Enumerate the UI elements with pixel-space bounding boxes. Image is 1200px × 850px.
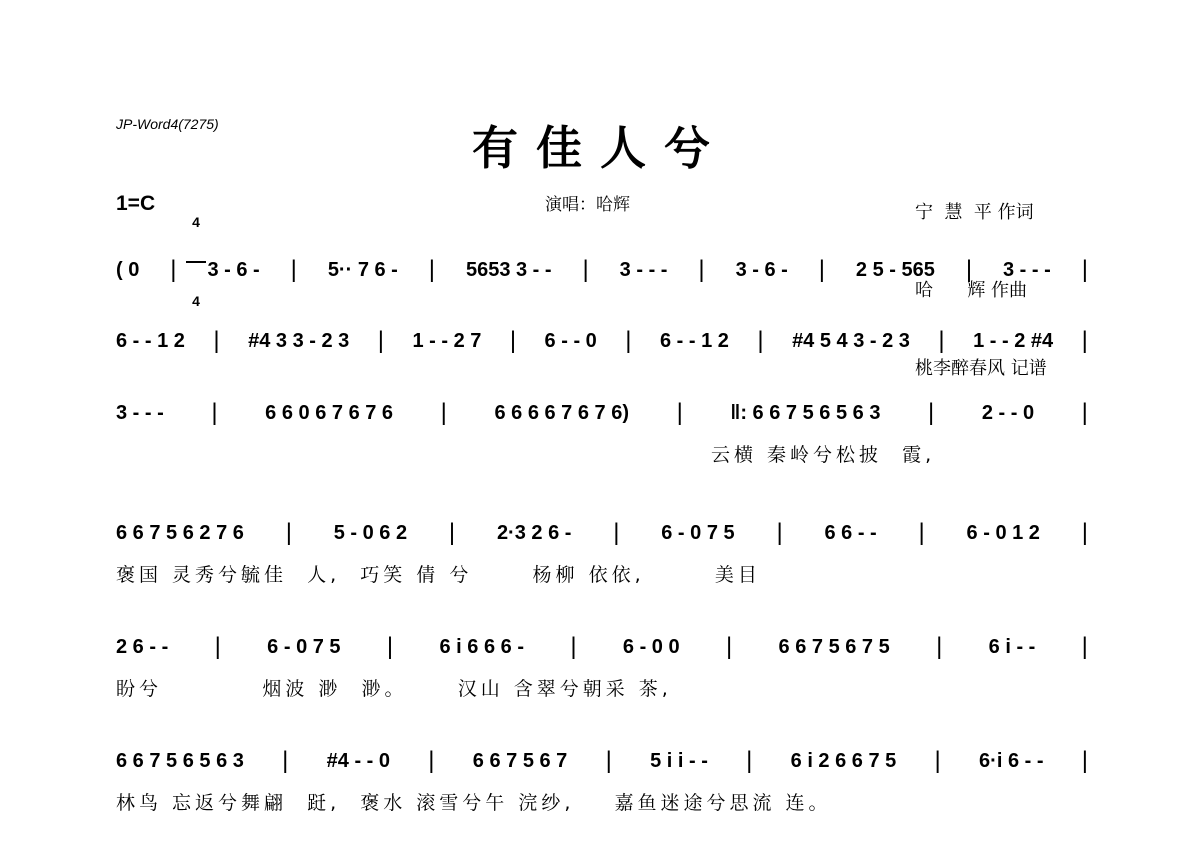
barline: | (582, 256, 589, 283)
measure: 6 6 7 5 6 7 5 (778, 635, 890, 658)
measure: #4 3 3 - 2 3 (248, 329, 350, 352)
barline: | (1081, 519, 1088, 546)
lyrics-line-3: 云横 秦岭兮松披 霞, (711, 444, 936, 466)
barline: | (676, 399, 683, 426)
barline: | (934, 747, 941, 774)
barline: | (1081, 327, 1088, 354)
time-numerator: 4 (192, 214, 200, 230)
barline: | (448, 519, 456, 546)
barline: | (211, 399, 218, 426)
barline: | (509, 327, 517, 354)
measure: 6 - 0 0 (622, 635, 680, 658)
barline: | (213, 327, 220, 354)
measure: 3 - 6 - (207, 258, 260, 281)
measure: 5653 3 - - (465, 258, 552, 281)
composer-credit: 哈 辉 作曲 (915, 280, 1028, 301)
staff-line-1 (116, 255, 1088, 285)
barline: | (440, 399, 447, 426)
song-title: 有佳人兮 (472, 121, 728, 175)
barline: | (928, 399, 935, 426)
barline: | (936, 633, 943, 660)
barline: | (1081, 256, 1088, 283)
barline: | (625, 327, 632, 354)
measure: 2·3 2 6 - (496, 521, 572, 544)
measure: 3 - - - (116, 401, 164, 424)
barline: | (214, 633, 221, 660)
barline: | (746, 747, 753, 774)
measure: 6 6 7 5 6 2 7 6 (116, 521, 244, 544)
measure: 2 5 - 565 (855, 258, 935, 281)
barline: | (1081, 747, 1088, 774)
staff-line-4 (116, 518, 1088, 548)
measure: 5·· 7 6 - (327, 258, 398, 281)
measure: 2 - - 0 (981, 401, 1035, 424)
measure: 6 - 0 1 2 (966, 521, 1040, 544)
barline: | (698, 256, 705, 283)
barline: | (965, 256, 973, 283)
barline: | (1081, 399, 1088, 426)
barline: | (282, 747, 289, 774)
barline: | (818, 256, 825, 283)
measure: #4 - - 0 (326, 749, 391, 772)
measure: 6 - - 1 2 (659, 329, 729, 352)
measure: 6 - 0 7 5 (661, 521, 735, 544)
barline: | (377, 327, 384, 354)
measure: 6 6 6 6 7 6 7 6) (494, 401, 629, 424)
barline: | (605, 747, 612, 774)
measure: 5 - 0 6 2 (333, 521, 408, 544)
time-denominator: 4 (192, 293, 200, 309)
measure: 6 - 0 7 5 (267, 635, 341, 658)
measure: 6 - - 0 (544, 329, 597, 352)
barline: | (918, 519, 925, 546)
measure: 6 - - 1 2 (116, 329, 185, 352)
lyrics-line-6: 林鸟 忘返兮舞翩 跹, 褒水 滚雪兮午 浣纱, 嘉鱼迷途兮思流 连。 (116, 792, 832, 814)
barline: | (776, 519, 783, 546)
measure: 6·i 6 - - (979, 749, 1044, 772)
measure: #4 5 4 3 - 2 3 (792, 329, 910, 352)
measure: 3 - - - (1002, 258, 1051, 281)
barline: | (1081, 633, 1088, 660)
key-signature: 1=C (116, 192, 156, 215)
barline: | (938, 327, 945, 354)
measure: 6 i 6 6 6 - (439, 635, 524, 658)
staff-line-5 (116, 632, 1088, 662)
singer-credit: 演唱：哈辉 (545, 195, 630, 215)
staff-line-3 (116, 398, 1088, 428)
barline: | (290, 256, 297, 283)
measure: 2 6 - - (116, 635, 169, 658)
measure: 1 - - 2 #4 (973, 329, 1054, 352)
measure: ‖: 6 6 7 5 6 5 6 3 (730, 401, 881, 424)
barline: | (428, 747, 435, 774)
measure: 6 6 7 5 6 7 (472, 749, 568, 772)
barline: | (725, 633, 733, 660)
measure: 6 i 2 6 6 7 5 (790, 749, 897, 772)
barline: | (386, 633, 394, 660)
measure: ( 0 (116, 258, 140, 281)
measure: 1 - - 2 7 (412, 329, 482, 352)
barline: | (285, 519, 292, 546)
barline: | (570, 633, 577, 660)
software-watermark: JP-Word4(7275) (116, 116, 219, 132)
barline: | (757, 327, 764, 354)
lyrics-line-5: 盼兮 烟波 渺 渺。 汉山 含翠兮朝采 茶, (116, 678, 672, 700)
measure: 5 i i - - (650, 749, 708, 772)
staff-line-6 (116, 746, 1088, 776)
measure: 6 6 - - (824, 521, 877, 544)
measure: 6 6 0 6 7 6 7 6 (265, 401, 394, 424)
lyrics-line-4: 褒国 灵秀兮毓佳 人, 巧笑 倩 兮 杨柳 依依, 美目 (116, 564, 761, 586)
transcriber-credit: 桃李醉春风 记谱 (915, 358, 1047, 379)
barline: | (613, 519, 620, 546)
measure: 3 - 6 - (735, 258, 788, 281)
barline: | (428, 256, 436, 283)
lyricist-credit: 宁 慧 平 作词 (915, 202, 1034, 223)
measure: 6 6 7 5 6 5 6 3 (116, 749, 244, 772)
barline: | (170, 256, 177, 283)
measure: 3 - - - (619, 258, 668, 281)
staff-line-2 (116, 326, 1088, 356)
measure: 6 i - - (988, 635, 1036, 658)
